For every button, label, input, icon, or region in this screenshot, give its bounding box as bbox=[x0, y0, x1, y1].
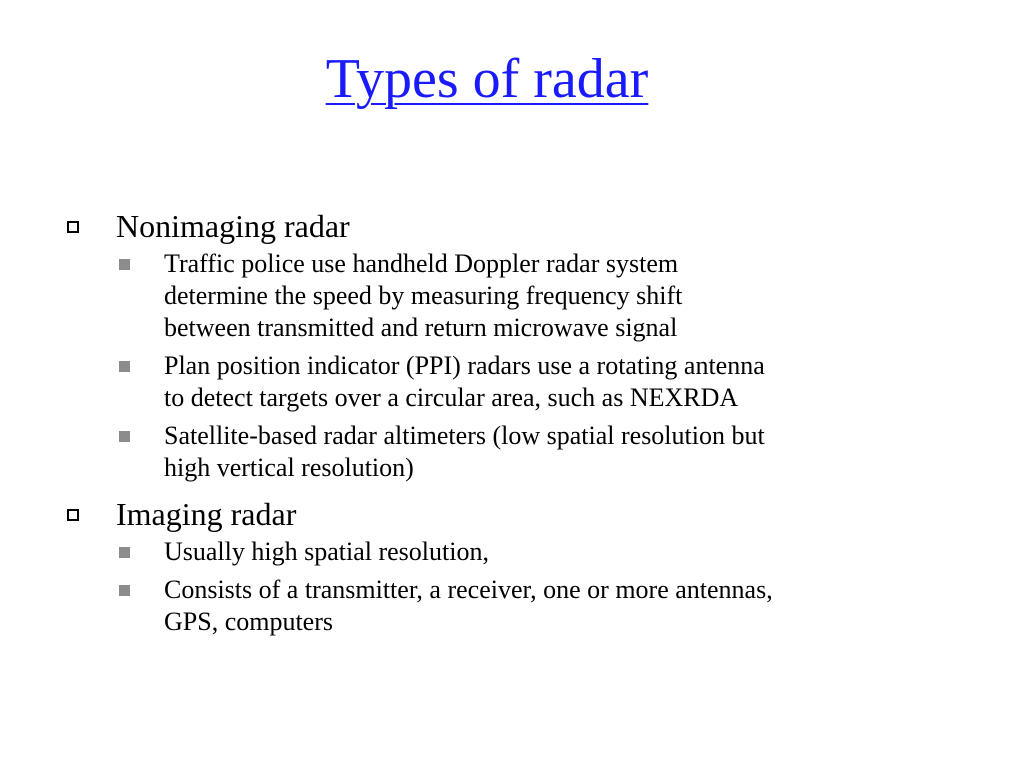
section-heading-nonimaging bbox=[0, 206, 1024, 246]
list-item bbox=[0, 350, 1024, 414]
list-item bbox=[0, 536, 1024, 568]
section-heading-text: Nonimaging radar bbox=[116, 208, 350, 244]
list-item-line: determine the speed by measuring frequency shift bbox=[164, 281, 683, 310]
filled-square-bullet-icon bbox=[119, 547, 130, 558]
list-item-line: high vertical resolution) bbox=[164, 453, 414, 482]
slide-title-link[interactable]: Types of radar bbox=[325, 48, 649, 110]
filled-square-bullet-icon bbox=[119, 361, 130, 372]
slide-content bbox=[0, 206, 1024, 644]
list-item-line: Plan position indicator (PPI) radars use a rotating antenna bbox=[164, 351, 765, 380]
list-item bbox=[0, 248, 1024, 344]
filled-square-bullet-icon bbox=[119, 431, 130, 442]
filled-square-bullet-icon bbox=[119, 259, 130, 270]
hollow-square-bullet-icon bbox=[67, 509, 79, 521]
list-item bbox=[0, 420, 1024, 484]
list-item-line: to detect targets over a circular area, such as NEXRDA bbox=[164, 383, 739, 412]
list-item-line: Traffic police use handheld Doppler radar system bbox=[164, 249, 679, 278]
list-item-line: GPS, computers bbox=[164, 607, 333, 636]
section-heading-imaging bbox=[0, 494, 1024, 534]
list-item-line: Consists of a transmitter, a receiver, one or more antennas, bbox=[164, 575, 773, 604]
hollow-square-bullet-icon bbox=[67, 221, 79, 233]
list-item bbox=[0, 574, 1024, 638]
list-item-line: Satellite-based radar altimeters (low spatial resolution but bbox=[164, 421, 765, 450]
filled-square-bullet-icon bbox=[119, 585, 130, 596]
list-item-line: between transmitted and return microwave signal bbox=[164, 313, 678, 342]
list-item-line: Usually high spatial resolution, bbox=[164, 537, 489, 566]
section-heading-text: Imaging radar bbox=[116, 496, 297, 532]
